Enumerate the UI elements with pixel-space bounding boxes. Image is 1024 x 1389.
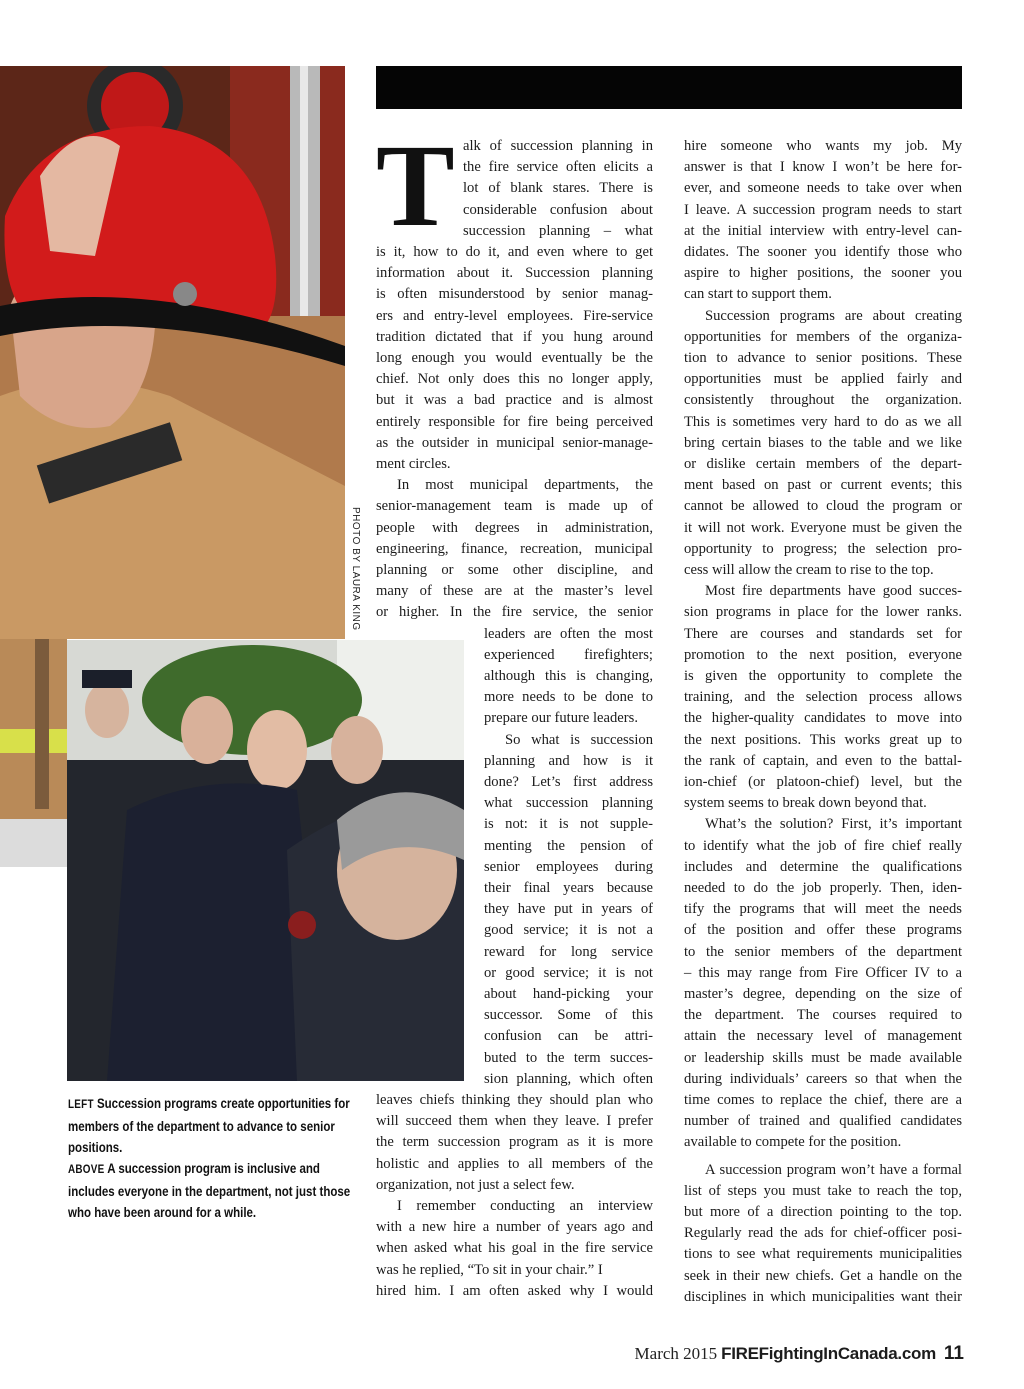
article-line: good service; it is not a (484, 922, 653, 939)
article-line: tradition dictated that if you hung around (376, 328, 653, 345)
article-line: reward for long service (484, 943, 653, 960)
article-line: Regularly read the ads for chief-officer posi- (684, 1225, 962, 1242)
article-line: hired him. I am often asked why I would (376, 1282, 653, 1299)
article-line: lot of blank stares. There is (463, 180, 653, 197)
article-line: people with degrees in administration, (376, 519, 653, 536)
article-line: ment circles. (376, 456, 451, 472)
article-line: There are courses and standards set for (684, 625, 962, 642)
article-line: their final years because (484, 880, 653, 896)
article-line: can start to support them. (684, 286, 832, 303)
article-line: sion planning, which often (484, 1070, 653, 1087)
article-line: experienced firefighters; (484, 646, 653, 663)
article-line: what succession planning (484, 795, 653, 812)
article-line: promotion to the next position, everyone (684, 646, 962, 663)
article-line: planning or some other discipline, and (376, 562, 653, 578)
article-line: prepare our future leaders. (484, 710, 638, 727)
article-line: Most fire departments have good succes- (705, 583, 962, 600)
article-line: more needs to be done to (484, 689, 653, 706)
article-line: or leadership skills must be made available (684, 1049, 962, 1066)
page-footer (560, 1343, 964, 1365)
article-line: cannot be allowed to cloud the program or (684, 498, 962, 515)
article-line: done? Let’s first address (484, 774, 653, 790)
article-line: system seems to break down beyond that. (684, 795, 927, 812)
article-line: organization, not just a select few. (376, 1176, 575, 1193)
caption-left-label: LEFT (68, 1099, 94, 1111)
article-line: many of these are at the master’s level (376, 583, 653, 600)
article-line: as the outsider in municipal senior-manage- (376, 434, 653, 451)
article-line: bring certain biases to the table and we like (684, 434, 962, 451)
article-line: opportunities must be applied fairly and (684, 371, 962, 388)
article-line: at the initial interview with entry-level can- (684, 222, 962, 239)
article-line: In most municipal departments, the (397, 477, 653, 494)
article-line: needed to do the job properly. Then, iden- (684, 880, 962, 896)
article-line: ers and entry-level employees. Fire-service (376, 307, 653, 324)
article-line: available to compete for the position. (684, 1134, 902, 1151)
article-line: they have put in years of (484, 901, 653, 918)
article-line: time comes to replace the chief, there are a (684, 1092, 962, 1108)
article-line: with a new hire a number of years ago and (376, 1219, 653, 1236)
caption-above-text: A succession program is inclusive and includes everyone in the department, not just those who have been around for a while. (68, 1161, 351, 1220)
article-line: the department. The courses required to (684, 1007, 962, 1024)
article-line: training, and the selection process allows (684, 689, 962, 706)
article-line: cess will allow the cream to rise to the top. (684, 562, 934, 578)
article-line: sion programs in place for the lower ranks. (684, 604, 962, 621)
article-line: entirely responsible for fire being perceived (376, 413, 653, 430)
article-line: leaders are often the most (484, 625, 653, 642)
article-line: answer is that I know I won’t be here for- (684, 159, 962, 176)
article-line: opportunities for members of the organiza- (684, 328, 962, 345)
article-line: includes and determine the qualifications (684, 858, 962, 875)
article-line: I remember conducting an interview (397, 1198, 653, 1214)
article-line: is often misunderstood by senior manag- (376, 286, 653, 303)
article-line: This is sometimes very hard to do as we all (684, 413, 962, 430)
article-line: succession planning – what (463, 222, 653, 239)
article-line: So what is succession (505, 731, 653, 748)
article-line: when asked what his goal in the fire service (376, 1240, 653, 1257)
article-line: to the senior members of the department (684, 943, 962, 960)
firefighter-helmet-photo (0, 66, 345, 639)
article-line: ion-chief (or platoon-chief) level, but the (684, 774, 962, 790)
article-line: or good service; it is not (484, 964, 653, 981)
photo-credit: PHOTO BY LAURA KING (350, 507, 361, 631)
article-line: considerable confusion about (463, 201, 653, 218)
article-line: will succeed them when they leave. I prefer (376, 1113, 653, 1130)
article-line: seek in their new chiefs. Get a handle on the (684, 1267, 962, 1284)
article-line: planning and how is it (484, 752, 653, 769)
header-bar (376, 66, 962, 109)
article-line: senior employees during (484, 858, 653, 875)
footer-date: March 2015 (634, 1344, 718, 1363)
article-line: was he replied, “To sit in your chair.” I (376, 1261, 603, 1278)
article-line: is not: it is not supple- (484, 816, 653, 833)
caption-above-label: ABOVE (68, 1164, 105, 1176)
seated-firefighters-photo (67, 640, 464, 1081)
article-line: buted to the term succes- (484, 1049, 653, 1066)
article-line: or higher. In the fire service, the senior (376, 604, 653, 621)
article-line: What’s the solution? First, it’s important (705, 816, 962, 833)
article-line: – this may range from Fire Officer IV to a (684, 964, 962, 981)
article-line: disciplines in which municipalities want their (684, 1288, 962, 1305)
article-line: list of steps you must take to reach the top, (684, 1182, 962, 1199)
article-line: holistic and applies to all members of the (376, 1155, 653, 1172)
article-line: it will not work. Everyone must be given the (684, 519, 962, 536)
article-line: ment based on past or current events; this (684, 477, 962, 494)
article-line: is given the opportunity to complete the (684, 668, 962, 684)
article-line: alk of succession planning in (463, 138, 653, 154)
article-line: the rank of captain, and even to the battal- (684, 752, 962, 769)
article-line: tion to advance to senior positions. These (684, 350, 962, 366)
article-line: during individuals’ careers so that when the (684, 1070, 962, 1087)
article-line: information about it. Succession planning (376, 265, 653, 282)
article-line: the higher-quality candidates to move into (684, 710, 962, 727)
article-line: tions to see what requirements municipalities (684, 1246, 962, 1263)
drop-cap: T (376, 120, 455, 251)
article-line: although this is changing, (484, 668, 653, 684)
article-line: attain the necessary level of management (684, 1028, 962, 1045)
page-number: 11 (943, 1343, 964, 1364)
article-line: I leave. A succession program needs to start (684, 201, 962, 218)
article-line: ever, and someone needs to take over when (684, 180, 962, 197)
article-line: about hand-picking your (484, 986, 653, 1002)
article-line: confusion can be attri- (484, 1028, 653, 1045)
article-line: successor. Some of this (484, 1007, 653, 1024)
article-line: hire someone who wants my job. My (684, 138, 962, 154)
article-line: consistently throughout the organization. (684, 392, 962, 409)
article-line: senior-management team is made up of (376, 498, 653, 515)
photo-strip (0, 639, 67, 867)
article-line: A succession program won’t have a formal (705, 1161, 962, 1178)
article-line: tify the programs that will meet the needs (684, 901, 962, 918)
article-line: but it was a bad practice and is almost (376, 392, 653, 409)
article-line: number of trained and qualified candidates (684, 1113, 962, 1130)
article-line: the fire service often elicits a (463, 159, 653, 176)
article-line: but more of a direction pointing to the top. (684, 1204, 962, 1220)
photo-caption (68, 1093, 357, 1223)
article-line: chief. Not only does this no longer apply, (376, 371, 653, 388)
article-line: the next positions. This works great up to (684, 731, 962, 748)
article-line: master’s degree, depending on the size of (684, 986, 962, 1002)
article-line: engineering, finance, recreation, municipal (376, 540, 653, 557)
article-line: long enough you would eventually be the (376, 350, 653, 366)
article-line: opportunity to progress; the selection pro- (684, 540, 962, 557)
article-line: menting the pension of (484, 837, 653, 854)
article-line: is it, how to do it, and even where to get (376, 244, 653, 260)
article-line: or dislike certain members of the depart- (684, 456, 962, 472)
article-line: aspire to higher positions, the sooner you (684, 265, 962, 282)
footer-site: FIREFightingInCanada.com (721, 1344, 936, 1363)
article-line: leaves chiefs thinking they should plan who (376, 1092, 653, 1108)
caption-left-text: Succession programs create opportunities for members of the department to advance to senior positions. (68, 1096, 350, 1155)
article-line: the term succession program as it is more (376, 1134, 653, 1151)
article-line: didates. The sooner you identify those who (684, 244, 962, 260)
article-line: of the position and offer these programs (684, 922, 962, 939)
article-line: Succession programs are about creating (705, 307, 962, 324)
article-line: to identify what the job of fire chief really (684, 837, 962, 854)
